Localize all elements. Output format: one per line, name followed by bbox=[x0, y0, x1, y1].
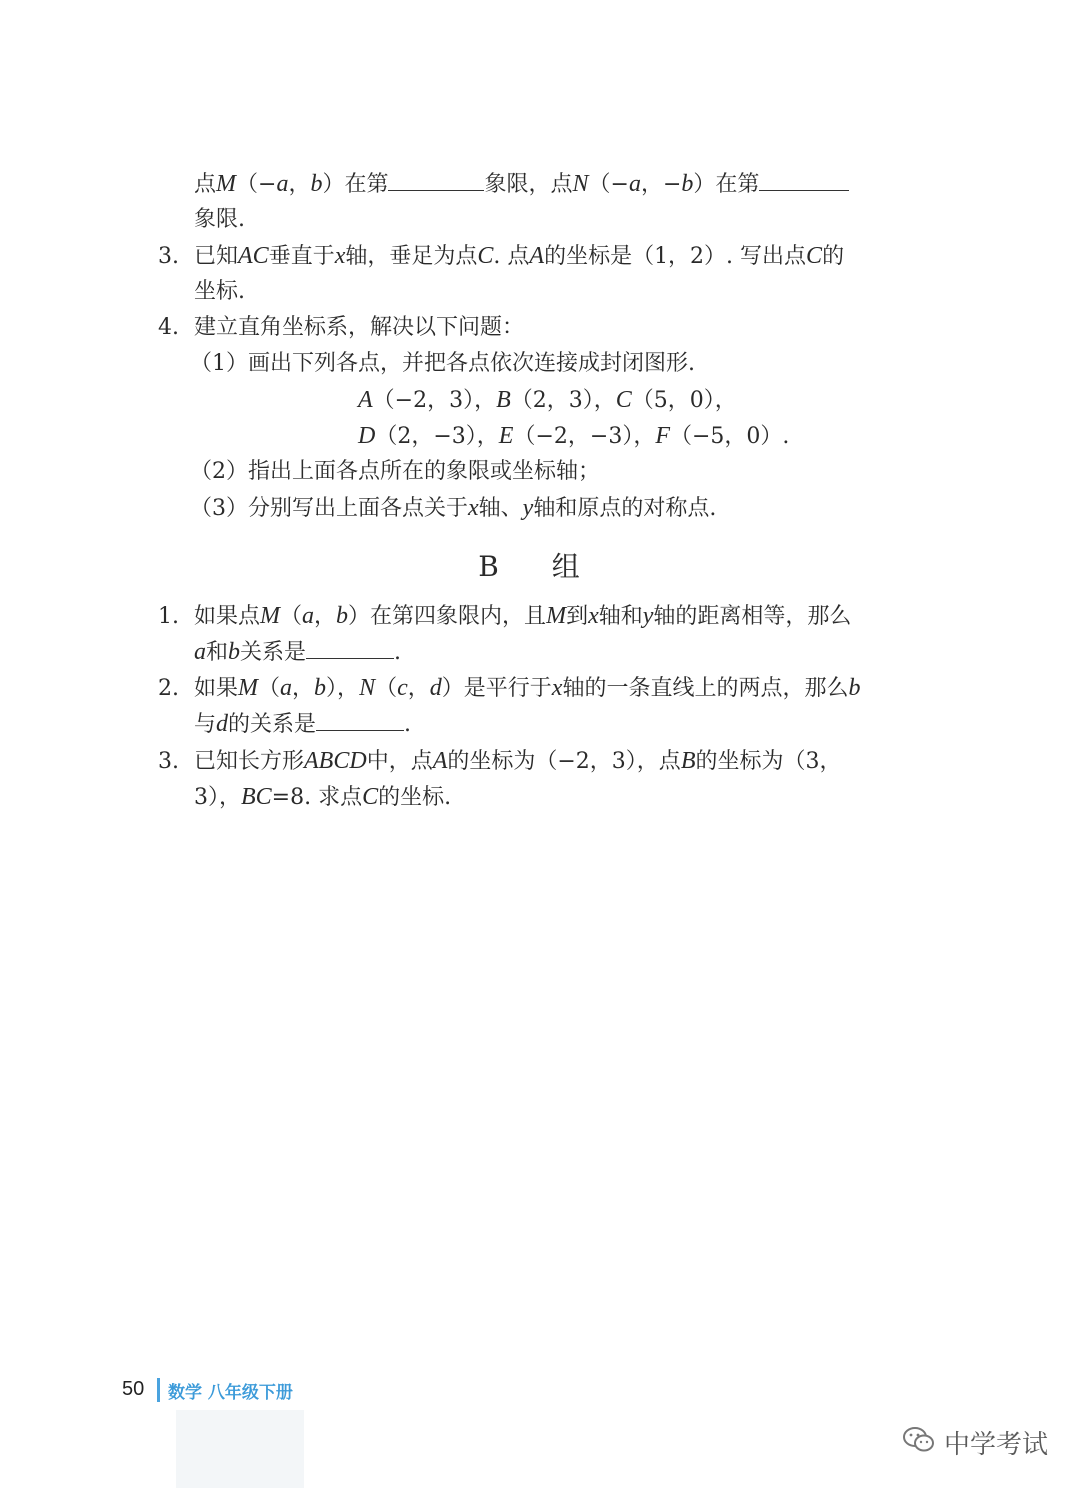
text: ， bbox=[314, 604, 337, 629]
book-title: 数学 八年级下册 bbox=[168, 1383, 293, 1403]
text: ， bbox=[288, 172, 311, 197]
text: 轴和 bbox=[598, 604, 643, 629]
question-a2-line1 bbox=[194, 168, 849, 201]
var: C bbox=[477, 243, 494, 269]
var: M bbox=[216, 171, 237, 197]
text: 轴，垂足为点 bbox=[345, 244, 478, 269]
text: ， bbox=[407, 676, 430, 701]
question-number: 1. bbox=[158, 604, 179, 629]
text: 的坐标. bbox=[378, 785, 452, 810]
question-number: 3. bbox=[158, 244, 179, 269]
text: 的坐标为（−2，3），点 bbox=[447, 749, 681, 774]
var: A bbox=[432, 748, 448, 774]
var: d bbox=[216, 711, 229, 737]
question-b2 bbox=[158, 672, 860, 705]
text: 已知长方形 bbox=[194, 749, 305, 774]
var: B bbox=[496, 387, 511, 413]
question-a4 bbox=[158, 312, 524, 344]
var: y bbox=[522, 495, 534, 521]
var: b bbox=[310, 171, 323, 197]
points-row-2 bbox=[358, 420, 789, 453]
text: . bbox=[404, 712, 412, 737]
var: b bbox=[848, 675, 861, 701]
text: 轴的距离相等，那么 bbox=[653, 604, 852, 629]
page-number: 50 bbox=[122, 1378, 145, 1400]
text: . 点 bbox=[493, 244, 530, 269]
watermark bbox=[902, 1424, 1048, 1460]
text: 的坐标为（3， bbox=[695, 749, 842, 774]
var: AC bbox=[238, 243, 269, 269]
var: E bbox=[498, 423, 514, 449]
question-number: 4. bbox=[158, 315, 179, 340]
question-number: 3. bbox=[158, 749, 179, 774]
text: 的关系是 bbox=[228, 712, 317, 737]
var: a bbox=[194, 639, 206, 665]
text: 象限，点 bbox=[484, 172, 573, 197]
var: N bbox=[359, 675, 376, 701]
var: x bbox=[588, 603, 599, 629]
question-a3-line2: 坐标. bbox=[194, 279, 245, 304]
var: N bbox=[572, 171, 589, 197]
var: b bbox=[681, 171, 694, 197]
text: ）是平行于 bbox=[441, 676, 552, 701]
text: ）在第 bbox=[693, 172, 760, 197]
var: b bbox=[336, 603, 349, 629]
text: 3）， bbox=[194, 785, 241, 810]
text: （ bbox=[375, 676, 398, 701]
var: A bbox=[529, 243, 545, 269]
text: 如果点 bbox=[194, 604, 261, 629]
text: 点 bbox=[194, 172, 217, 197]
var: C bbox=[362, 784, 379, 810]
var: a bbox=[302, 603, 315, 629]
text: （2，3）， bbox=[510, 388, 616, 413]
answer-blank bbox=[306, 636, 394, 659]
text: （ bbox=[280, 604, 303, 629]
text: （2，−3）， bbox=[375, 424, 499, 449]
var: BC bbox=[241, 784, 272, 810]
text: （−5，0）. bbox=[670, 424, 790, 449]
footer-shade bbox=[176, 1410, 304, 1488]
var: b bbox=[228, 639, 241, 665]
question-a4-sub3 bbox=[190, 492, 716, 525]
text: ）在第 bbox=[322, 172, 389, 197]
var: a bbox=[628, 171, 641, 197]
var: a bbox=[280, 675, 293, 701]
text: 已知 bbox=[194, 244, 239, 269]
question-a4-sub1: （1）画出下列各点，并把各点依次连接成封闭图形. bbox=[190, 351, 695, 376]
var: x bbox=[334, 243, 346, 269]
text: 到 bbox=[566, 604, 589, 629]
answer-blank bbox=[316, 708, 404, 731]
text: （− bbox=[588, 172, 629, 197]
text: 垂直于 bbox=[268, 244, 335, 269]
text: （−2，−3）， bbox=[513, 424, 656, 449]
text: 关系是 bbox=[240, 640, 307, 665]
text: 的 bbox=[822, 244, 845, 269]
var: c bbox=[397, 675, 408, 701]
question-a3 bbox=[158, 240, 844, 273]
var: a bbox=[276, 171, 289, 197]
question-b1-line2 bbox=[194, 636, 401, 669]
text: ，− bbox=[640, 172, 682, 197]
text: 轴和原点的对称点. bbox=[533, 496, 717, 521]
var: y bbox=[642, 603, 654, 629]
var: C bbox=[615, 387, 632, 413]
text: 轴、 bbox=[478, 496, 523, 521]
question-b3-line2 bbox=[194, 781, 451, 814]
var: D bbox=[358, 423, 376, 449]
points-row-1 bbox=[358, 384, 737, 417]
text: （ bbox=[258, 676, 281, 701]
question-a2-line2: 象限. bbox=[194, 207, 245, 232]
question-a4-sub2: （2）指出上面各点所在的象限或坐标轴； bbox=[190, 459, 600, 484]
var: b bbox=[314, 675, 327, 701]
question-number: 2. bbox=[158, 676, 179, 701]
var: x bbox=[468, 495, 479, 521]
question-b3 bbox=[158, 745, 841, 778]
question-b1 bbox=[158, 600, 851, 633]
text: （− bbox=[236, 172, 277, 197]
text: （−2，3）， bbox=[372, 388, 497, 413]
text: （3）分别写出上面各点关于 bbox=[190, 496, 468, 521]
answer-blank bbox=[388, 168, 484, 191]
watermark-text: 中学考试 bbox=[944, 1429, 1049, 1460]
text: =8. 求点 bbox=[271, 785, 363, 810]
var: x bbox=[551, 675, 563, 701]
text: （5，0）， bbox=[631, 388, 737, 413]
text: 和 bbox=[206, 640, 229, 665]
text: 中，点 bbox=[366, 749, 433, 774]
text: 轴的一条直线上的两点，那么 bbox=[562, 676, 849, 701]
footer-divider bbox=[157, 1378, 160, 1402]
var: d bbox=[429, 675, 442, 701]
section-heading-b: B 组 bbox=[478, 550, 602, 583]
var: C bbox=[806, 243, 823, 269]
answer-blank bbox=[759, 168, 849, 191]
text: 与 bbox=[194, 712, 217, 737]
var: ABCD bbox=[304, 748, 367, 774]
text: 如果 bbox=[194, 676, 239, 701]
wechat-icon bbox=[902, 1425, 936, 1459]
var: A bbox=[358, 387, 373, 413]
var: M bbox=[546, 603, 567, 629]
text: ， bbox=[292, 676, 315, 701]
question-b2-line2 bbox=[194, 708, 411, 741]
var: B bbox=[680, 748, 696, 774]
text: 的坐标是（1，2）. 写出点 bbox=[544, 244, 807, 269]
var: M bbox=[260, 603, 281, 629]
text: ）在第四象限内，且 bbox=[348, 604, 547, 629]
text: . bbox=[394, 640, 402, 665]
var: F bbox=[655, 423, 670, 449]
var: M bbox=[238, 675, 259, 701]
text: ）， bbox=[326, 676, 360, 701]
text: 建立直角坐标系，解决以下问题： bbox=[194, 315, 525, 340]
